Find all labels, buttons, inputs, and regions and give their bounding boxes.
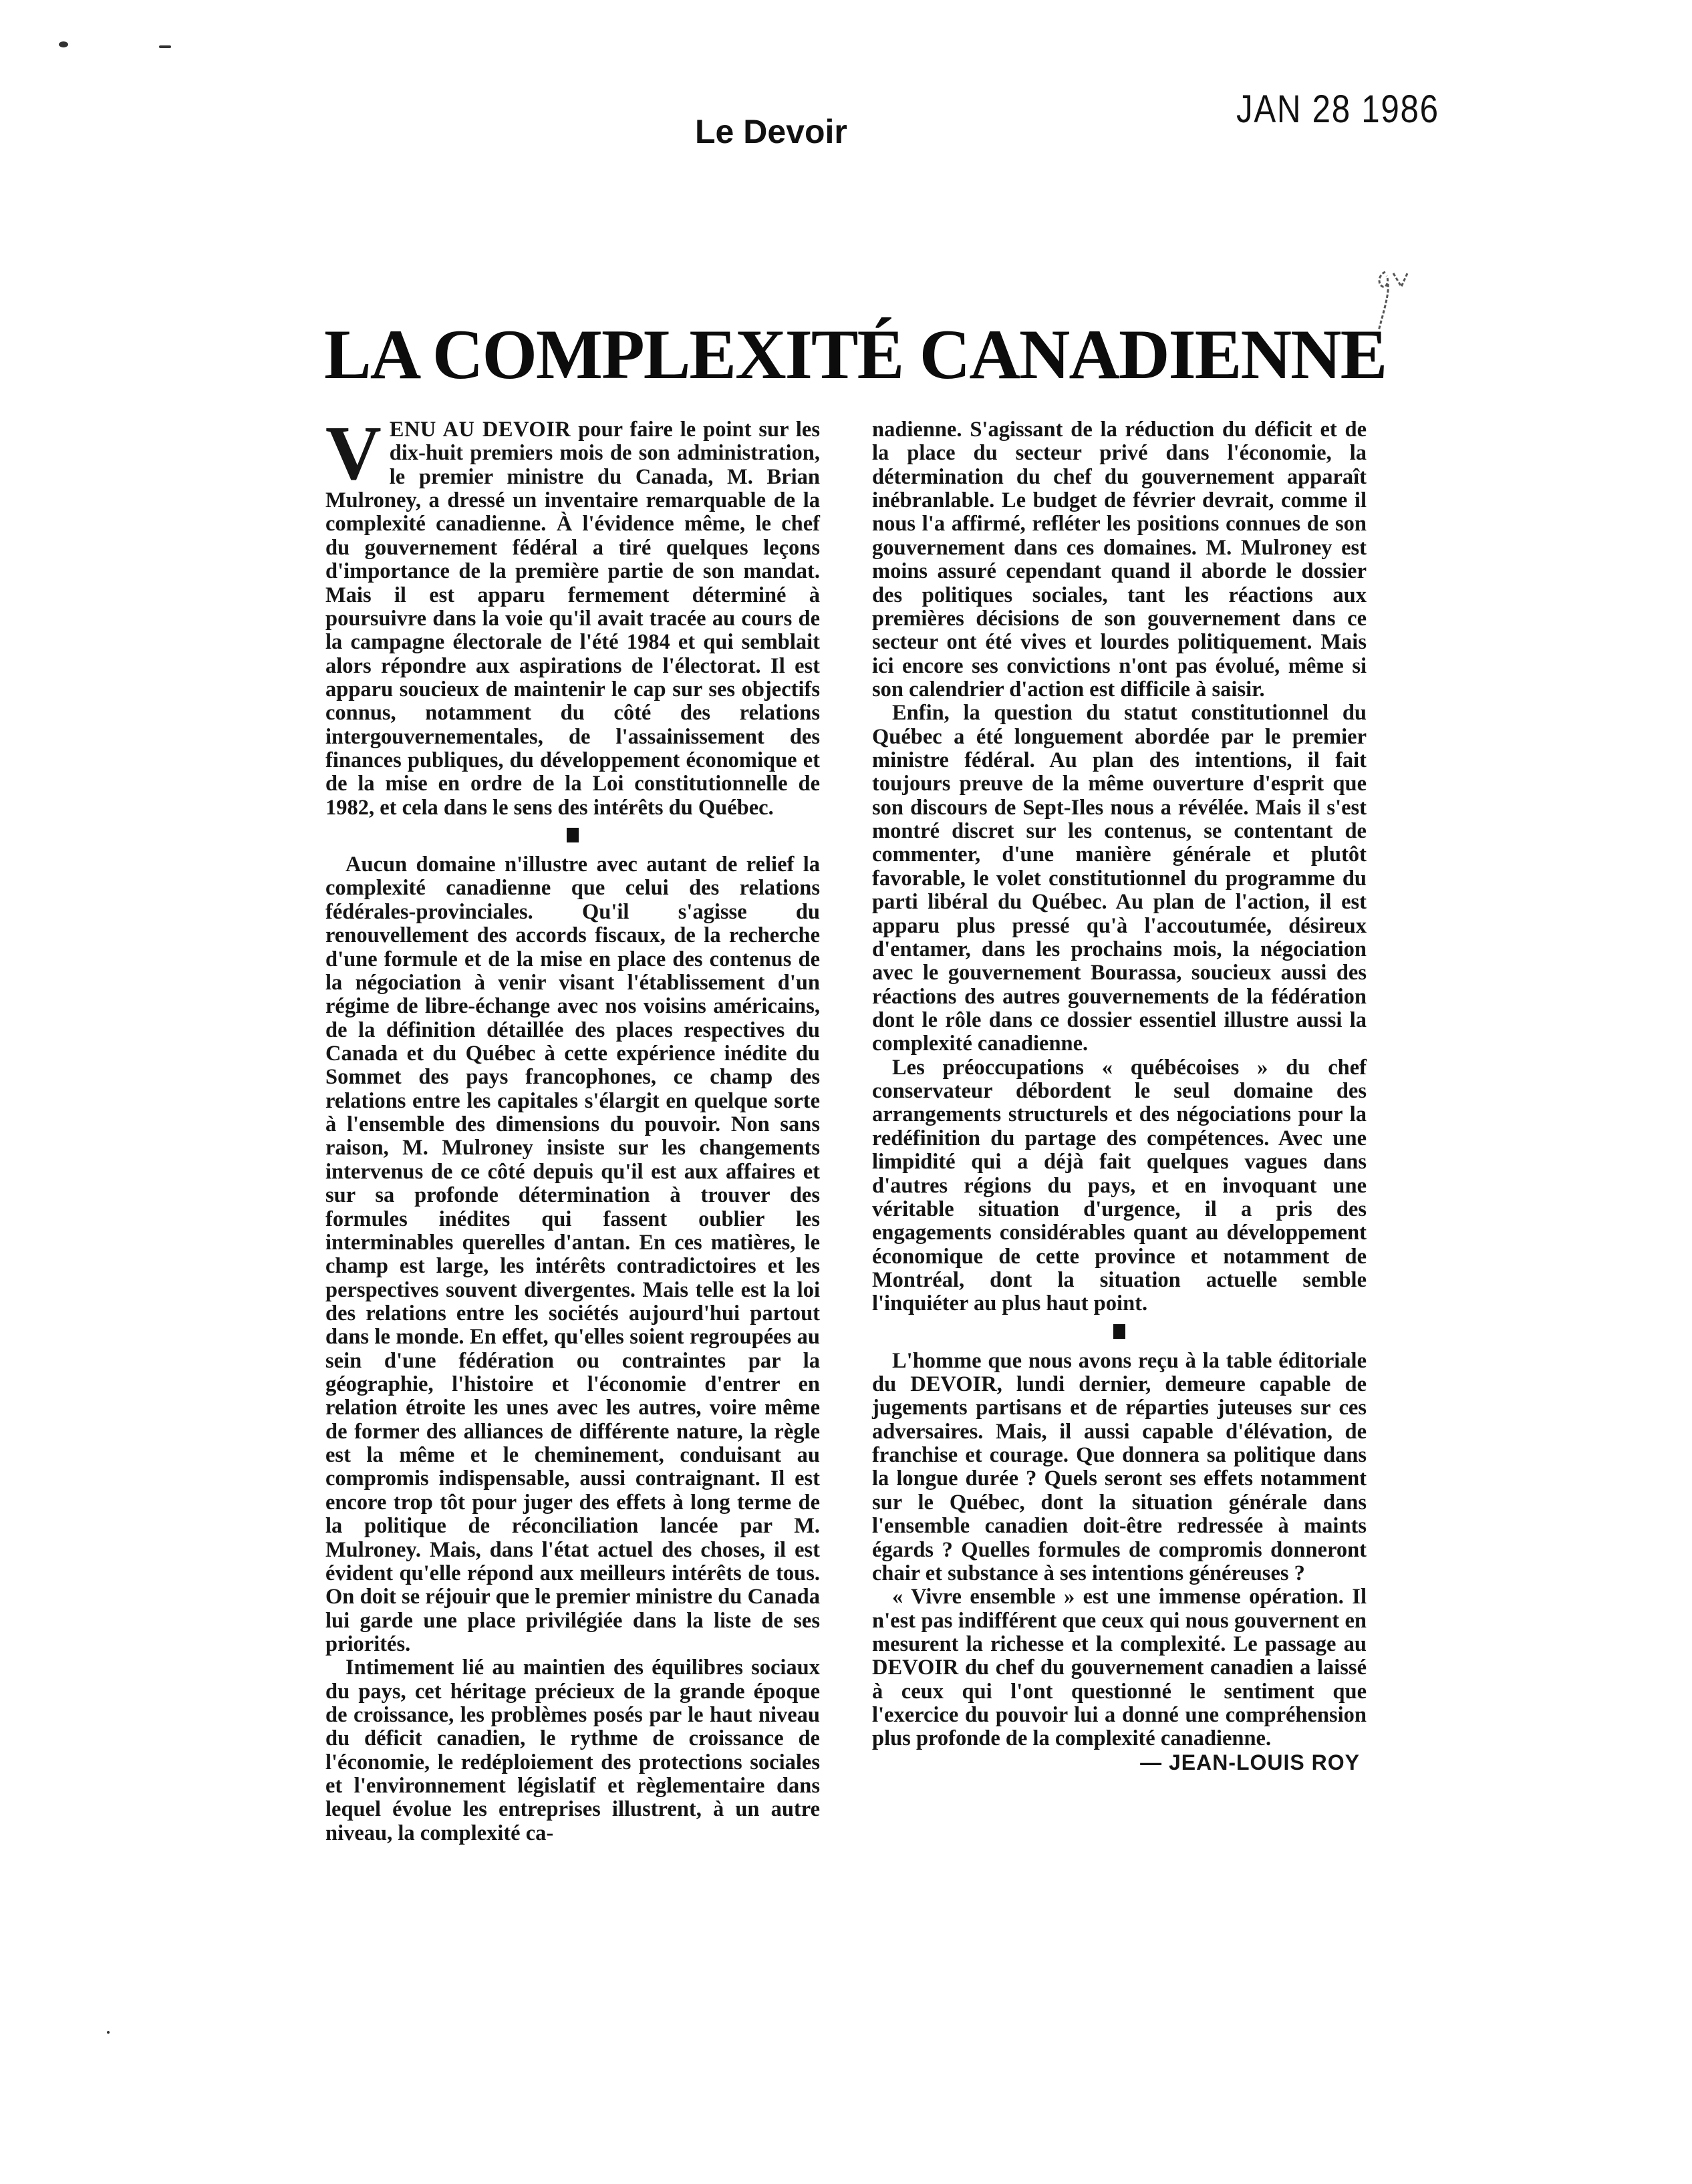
article-paragraph: Les préoccupations « québécoises » du chef conservateur débordent le seul domaine des arrangements structurels et des négociations pour la redéfinition du partage des compétences. Avec une limpidité qui a déjà fait quelques vagues dans d'autres régions du pays, et en invoquant une véritable situation d'urgence, il a pris des engagements considérables quant au développement économique de cette province et notamment de Montréal, dont la situation actuelle semble l'inquiéter au plus haut point. bbox=[872, 1055, 1367, 1316]
article-paragraph bbox=[325, 411, 820, 820]
article-paragraph: Aucun domaine n'illustre avec autant de relief la complexité canadienne que celui des relations fédérales-provinciales. Qu'il s'agisse du renouvellement des accords fiscaux, de la recherche d'une formule et de la mise en place des contenus de la négociation à venir visant l'établissement d'un régime de libre-échange avec nos voisins américains, de la définition détaillée des places respectives du Canada et du Québec à cette expérience inédite du Sommet des pays francophones, ce champ des relations entre les capitales s'élargit en quelque sorte à l'ensemble des dimensions du pouvoir. Non sans raison, M. Mulroney insiste sur les changements intervenus de ce côté depuis qu'il est aux affaires et sur sa profonde détermination à trouver des formules inédites qui fassent oublier les interminables querelles d'antan. En ces matières, le champ est large, les intérêts contradictoires et les perspectives souvent divergentes. Mais telle est la loi des relations entre les sociétés aujourd'hui partout dans le monde. En effet, qu'elles soient regroupées au sein d'une fédération ou contraintes par la géographie, l'histoire et l'économie d'entrer en relation étroite les unes avec les autres, voire même de former des alliances de différente nature, la règle est la même et le cheminement, conduisant au compromis indispensable, aussi contraignant. Il est encore trop tôt pour juger des effets à long terme de la politique de réconciliation lancée par M. Mulroney. Mais, dans l'état actuel des choses, il est évident qu'elle répond aux meilleurs intérêts de tous. On doit se réjouir que le premier ministre du Canada lui garde une place privilégiée dans la liste de ses priorités. bbox=[325, 852, 820, 1656]
scan-speck bbox=[159, 45, 171, 48]
section-separator bbox=[1113, 1324, 1125, 1339]
paragraph-text: pour faire le point sur les dix-huit premiers mois de son administration, le premier ministre du Canada, M. Brian Mulroney, a dressé un inventaire remarquable de la complexité canadienne. À l'évidence même, le chef du gouvernement fédéral a tiré quelques leçons d'importance de la première partie de son mandat. Mais il est apparu fermement déterminé à poursuivre dans la voie qu'il avait tracée au cours de la campagne électorale de l'été 1984 et qui semblait alors répondre aux aspirations de l'électorat. Il est apparu soucieux de maintenir le cap sur ses objectifs connus, notamment du côté des relations intergouvernementales, de l'assainissement des finances publiques, du développement économique et de la mise en ordre de la Loi constitutionnelle de 1982, et cela dans le sens des intérêts du Québec. bbox=[325, 418, 820, 820]
article-paragraph: L'homme que nous avons reçu à la table éditoriale du DEVOIR, lundi dernier, demeure capable de jugements partisans et de réparties juteuses sur ces adversaires. Mais, il aussi capable d'élévation, de franchise et courage. Que donnera sa politique dans la longue durée ? Quels seront ses effets notamment sur le Québec, dont la situation générale dans l'ensemble canadien doit-être redressée à maints égards ? Quelles formules de compromis donneront chair et substance à ses intentions généreuses ? bbox=[872, 1348, 1367, 1585]
article-paragraph: Intimement lié au maintien des équilibres sociaux du pays, cet héritage précieux de la grande époque de croissance, les problèmes posés par le haut niveau du déficit canadien, le rythme de croissance de l'économie, le redéploiement des protections sociales et l'environnement législatif et règlementaire dans lequel évolue les entreprises illustrent, à un autre niveau, la complexité ca- bbox=[325, 1656, 820, 1845]
article-column-right bbox=[872, 418, 1367, 1835]
lead-in: ENU AU DEVOIR bbox=[389, 418, 571, 442]
article-paragraph: Enfin, la question du statut constitutionnel du Québec a été longuement abordée par le premier ministre fédéral. Au plan des intentions, il fait toujours preuve de la même ouverture d'esprit que son discours de Sept-Iles nous a révélée. Mais il s'est montré discret sur les contenus, se contentant de commenter, d'une manière générale et plutôt favorable, le volet constitutionnel du programme du parti libéral du Québec. Au plan de l'action, il est apparu plus pressé qu'à l'accoutumée, désireux d'entamer, dans les prochains mois, la négociation avec le gouvernement Bourassa, soucieux aussi des réactions des autres gouvernements de la fédération dont le rôle dans ce dossier essentiel illustre aussi la complexité canadienne. bbox=[872, 701, 1367, 1056]
scan-speck bbox=[59, 41, 68, 47]
article-paragraph: nadienne. S'agissant de la réduction du déficit et de la place du secteur privé dans l'économie, la détermination du chef du gouvernement apparaît inébranlable. Le budget de février devrait, comme il nous l'a affirmé, refléter les positions connues de son gouvernement dans ces domaines. M. Mulroney est moins assuré cependant quand il aborde le dossier des politiques sociales, tant les réactions aux premières décisions de son gouvernement dans ce secteur ont été vives et lourdes politiquement. Mais ici encore ses convictions n'ont pas évolué, même si son calendrier d'action est difficile à saisir. bbox=[872, 418, 1367, 701]
article-headline: LA COMPLEXITÉ CANADIENNE bbox=[324, 315, 1387, 394]
drop-cap: V bbox=[325, 411, 382, 496]
author-signature: — JEAN-LOUIS ROY bbox=[1140, 1750, 1360, 1774]
date-stamp: JAN 28 1986 bbox=[1236, 88, 1439, 131]
article-column-left bbox=[325, 411, 820, 1845]
scan-speck bbox=[107, 2031, 110, 2034]
newspaper-masthead: Le Devoir bbox=[695, 113, 847, 150]
section-separator bbox=[567, 828, 579, 842]
article-paragraph: « Vivre ensemble » est une immense opération. Il n'est pas indifférent que ceux qui nous gouvernent en mesurent la richesse et la complexité. Le passage au DEVOIR du chef du gouvernement canadien a laissé à ceux qui l'ont questionné le sentiment que l'exercice du pouvoir lui a donné une compréhension plus profonde de la complexité canadienne. bbox=[872, 1585, 1367, 1751]
